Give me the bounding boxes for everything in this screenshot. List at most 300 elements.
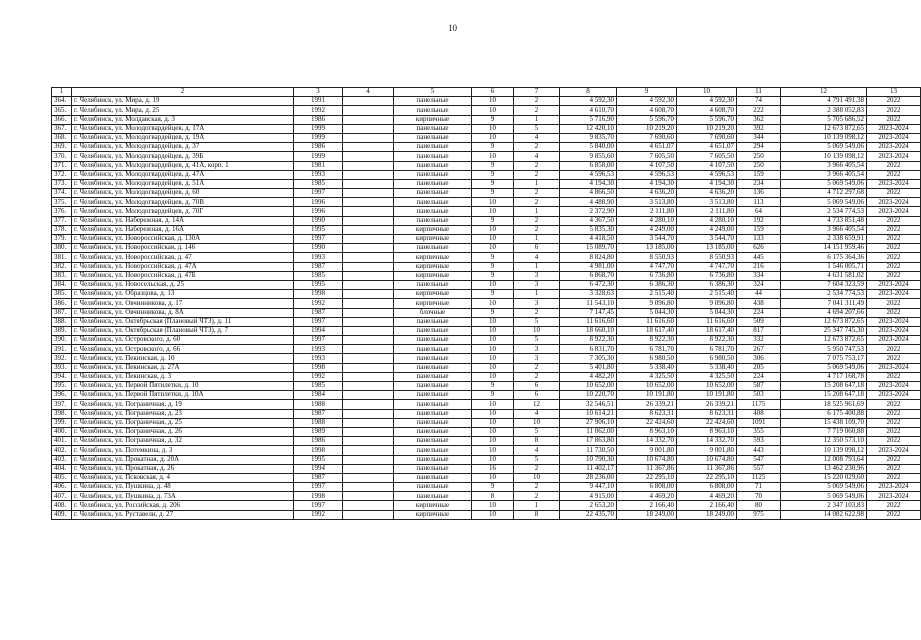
- term-cell: 2023-2024: [867, 143, 921, 152]
- cost-cell: 14 082 622,98: [781, 510, 867, 519]
- entrances-cell: 4: [514, 446, 560, 455]
- cost-cell: 2 534 774,53: [781, 290, 867, 299]
- residents-cell: 224: [737, 308, 781, 317]
- area-cell: 4 107,50: [677, 161, 737, 170]
- term-cell: 2022: [867, 189, 921, 198]
- entrances-cell: 4: [514, 133, 560, 142]
- wall-material-cell: панельные: [394, 161, 472, 170]
- area-cell: 8 963,10: [617, 427, 677, 436]
- year-cell: [343, 400, 394, 409]
- address-cell: г. Челябинск, ул. Молодогвардейцев, д. 60: [72, 189, 294, 198]
- cost-cell: 5 069 549,06: [781, 483, 867, 492]
- entrances-cell: 2: [514, 198, 560, 207]
- total-area-cell: 2 653,20: [560, 501, 617, 510]
- area-cell: 10 674,80: [677, 455, 737, 464]
- wall-material-cell: панельные: [394, 326, 472, 335]
- term-cell: 2022: [867, 308, 921, 317]
- entrances-cell: 2: [514, 492, 560, 501]
- residents-cell: 70: [737, 492, 781, 501]
- column-number: 1: [52, 88, 72, 97]
- entrances-cell: 4: [514, 253, 560, 262]
- area-cell: 4 596,53: [677, 170, 737, 179]
- cost-cell: 5 069 549,06: [781, 198, 867, 207]
- year-built-cell: 1991: [294, 97, 343, 106]
- area-cell: 8 550,93: [617, 253, 677, 262]
- year-built-cell: 1992: [294, 106, 343, 115]
- area-cell: 7 690,60: [617, 133, 677, 142]
- area-cell: 18 249,00: [677, 510, 737, 519]
- entrances-cell: 3: [514, 345, 560, 354]
- area-cell: 4 280,10: [677, 216, 737, 225]
- term-cell: 2022: [867, 271, 921, 280]
- year-cell: [343, 473, 394, 482]
- year-built-cell: 1986: [294, 437, 343, 446]
- wall-material-cell: кирпичные: [394, 235, 472, 244]
- term-cell: 2022: [867, 473, 921, 482]
- wall-material-cell: панельные: [394, 464, 472, 473]
- residents-cell: 113: [737, 198, 781, 207]
- table-row: [52, 207, 921, 216]
- total-area-cell: 17 863,80: [560, 437, 617, 446]
- cost-cell: 5 069 549,06: [781, 143, 867, 152]
- cost-cell: 12 673 872,65: [781, 317, 867, 326]
- year-cell: [343, 492, 394, 501]
- year-cell: [343, 133, 394, 142]
- total-area-cell: 11 730,50: [560, 446, 617, 455]
- area-cell: 4 325,50: [617, 372, 677, 381]
- residents-cell: 324: [737, 280, 781, 289]
- cost-cell: 7 604 323,59: [781, 280, 867, 289]
- year-cell: [343, 409, 394, 418]
- total-area-cell: 6 868,70: [560, 271, 617, 280]
- total-area-cell: 9 447,10: [560, 483, 617, 492]
- term-cell: 2022: [867, 372, 921, 381]
- cost-cell: 4 712 297,68: [781, 189, 867, 198]
- column-number: 9: [617, 88, 677, 97]
- total-area-cell: 4 596,53: [560, 170, 617, 179]
- wall-material-cell: панельные: [394, 189, 472, 198]
- area-cell: 8 963,10: [677, 427, 737, 436]
- row-number-cell: 376.: [52, 207, 72, 216]
- floors-cell: 10: [472, 372, 514, 381]
- entrances-cell: 2: [514, 225, 560, 234]
- residents-cell: 44: [737, 290, 781, 299]
- year-built-cell: 1997: [294, 336, 343, 345]
- floors-cell: 10: [472, 225, 514, 234]
- area-cell: 18 617,40: [617, 326, 677, 335]
- entrances-cell: 10: [514, 473, 560, 482]
- total-area-cell: 27 906,10: [560, 418, 617, 427]
- total-area-cell: 5 716,90: [560, 115, 617, 124]
- area-cell: 4 280,10: [617, 216, 677, 225]
- table-row: [52, 492, 921, 501]
- row-number-cell: 395.: [52, 382, 72, 391]
- floors-cell: 10: [472, 336, 514, 345]
- term-cell: 2023-2024: [867, 363, 921, 372]
- residents-cell: 267: [737, 345, 781, 354]
- floors-cell: 9: [472, 170, 514, 179]
- year-cell: [343, 483, 394, 492]
- total-area-cell: 10 790,30: [560, 455, 617, 464]
- year-cell: [343, 290, 394, 299]
- area-cell: 4 469,20: [677, 492, 737, 501]
- row-number-cell: 391.: [52, 345, 72, 354]
- year-built-cell: 1995: [294, 225, 343, 234]
- column-number: 5: [394, 88, 472, 97]
- entrances-cell: 2: [514, 363, 560, 372]
- year-built-cell: 1999: [294, 124, 343, 133]
- term-cell: 2022: [867, 106, 921, 115]
- residents-cell: 443: [737, 446, 781, 455]
- area-cell: 6 808,00: [677, 483, 737, 492]
- floors-cell: 10: [472, 363, 514, 372]
- area-cell: 22 295,10: [617, 473, 677, 482]
- residents-cell: 192: [737, 216, 781, 225]
- area-cell: 5 044,30: [617, 308, 677, 317]
- term-cell: 2022: [867, 262, 921, 271]
- year-cell: [343, 124, 394, 133]
- year-built-cell: 1997: [294, 483, 343, 492]
- entrances-cell: 2: [514, 161, 560, 170]
- residents-cell: 817: [737, 326, 781, 335]
- table-body: [52, 97, 921, 520]
- total-area-cell: 4 592,30: [560, 97, 617, 106]
- address-cell: г. Челябинск, ул. Псковская, д. 4: [72, 473, 294, 482]
- total-area-cell: 10 220,70: [560, 391, 617, 400]
- area-cell: 4 194,30: [617, 179, 677, 188]
- year-built-cell: 1998: [294, 363, 343, 372]
- wall-material-cell: панельные: [394, 152, 472, 161]
- year-cell: [343, 299, 394, 308]
- year-built-cell: 1998: [294, 290, 343, 299]
- wall-material-cell: панельные: [394, 427, 472, 436]
- area-cell: 14 332,70: [617, 437, 677, 446]
- area-cell: 6 386,30: [677, 280, 737, 289]
- row-number-cell: 374.: [52, 189, 72, 198]
- entrances-cell: 2: [514, 189, 560, 198]
- entrances-cell: 5: [514, 336, 560, 345]
- area-cell: 6 781,70: [617, 345, 677, 354]
- table-row: [52, 97, 921, 106]
- total-area-cell: 4 866,50: [560, 189, 617, 198]
- area-cell: 22 295,10: [677, 473, 737, 482]
- row-number-cell: 371.: [52, 161, 72, 170]
- term-cell: 2022: [867, 161, 921, 170]
- year-built-cell: 1985: [294, 271, 343, 280]
- entrances-cell: 8: [514, 437, 560, 446]
- term-cell: 2022: [867, 418, 921, 427]
- table-row: [52, 510, 921, 519]
- cost-cell: 15 220 029,60: [781, 473, 867, 482]
- area-cell: 10 191,80: [677, 391, 737, 400]
- entrances-cell: 8: [514, 510, 560, 519]
- term-cell: 2023-2024: [867, 290, 921, 299]
- term-cell: 2022: [867, 455, 921, 464]
- total-area-cell: 18 660,10: [560, 326, 617, 335]
- wall-material-cell: кирпичные: [394, 510, 472, 519]
- year-cell: [343, 363, 394, 372]
- term-cell: 2022: [867, 400, 921, 409]
- floors-cell: 9: [472, 391, 514, 400]
- wall-material-cell: панельные: [394, 391, 472, 400]
- area-cell: 11 367,86: [617, 464, 677, 473]
- wall-material-cell: панельные: [394, 483, 472, 492]
- year-built-cell: 1998: [294, 446, 343, 455]
- cost-cell: 6 175 400,88: [781, 409, 867, 418]
- wall-material-cell: кирпичные: [394, 115, 472, 124]
- wall-material-cell: панельные: [394, 363, 472, 372]
- total-area-cell: 10 614,21: [560, 409, 617, 418]
- row-number-cell: 384.: [52, 280, 72, 289]
- floors-cell: 10: [472, 97, 514, 106]
- wall-material-cell: панельные: [394, 409, 472, 418]
- cost-cell: 2 534 774,53: [781, 207, 867, 216]
- area-cell: 22 424,60: [617, 418, 677, 427]
- address-cell: г. Челябинск, ул. Новороссийская, д. 47А: [72, 262, 294, 271]
- table-row: [52, 225, 921, 234]
- area-cell: 7 605,50: [617, 152, 677, 161]
- year-built-cell: 1993: [294, 253, 343, 262]
- table-row: [52, 473, 921, 482]
- residents-cell: 80: [737, 501, 781, 510]
- year-built-cell: 1993: [294, 345, 343, 354]
- table-row: [52, 427, 921, 436]
- cost-cell: 25 347 745,30: [781, 326, 867, 335]
- cost-cell: 7 075 753,17: [781, 354, 867, 363]
- address-cell: г. Челябинск, ул. Первой Пятилетки, д. 10А: [72, 391, 294, 400]
- row-number-cell: 379.: [52, 235, 72, 244]
- cost-cell: 4 631 581,02: [781, 271, 867, 280]
- address-cell: г. Челябинск, ул. Пограничная, д. 32: [72, 437, 294, 446]
- floors-cell: 10: [472, 152, 514, 161]
- row-number-cell: 396.: [52, 391, 72, 400]
- cost-cell: 7 719 060,88: [781, 427, 867, 436]
- address-cell: г. Челябинск, ул. Островского, д. 66: [72, 345, 294, 354]
- floors-cell: 8: [472, 492, 514, 501]
- year-cell: [343, 235, 394, 244]
- total-area-cell: 5 401,80: [560, 363, 617, 372]
- wall-material-cell: кирпичные: [394, 299, 472, 308]
- area-cell: 2 515,40: [677, 290, 737, 299]
- table-row: [52, 336, 921, 345]
- address-cell: г. Челябинск, ул. Прокатная, д. 26: [72, 464, 294, 473]
- address-cell: г. Челябинск, ул. Новороссийская, д. 47Б: [72, 271, 294, 280]
- wall-material-cell: панельные: [394, 492, 472, 501]
- entrances-cell: 6: [514, 244, 560, 253]
- residents-cell: 587: [737, 382, 781, 391]
- entrances-cell: 2: [514, 106, 560, 115]
- residents-cell: 975: [737, 510, 781, 519]
- wall-material-cell: панельные: [394, 143, 472, 152]
- residents-cell: 250: [737, 161, 781, 170]
- floors-cell: 10: [472, 317, 514, 326]
- wall-material-cell: панельные: [394, 216, 472, 225]
- entrances-cell: 1: [514, 262, 560, 271]
- residents-cell: 159: [737, 170, 781, 179]
- table-row: [52, 271, 921, 280]
- year-cell: [343, 418, 394, 427]
- floors-cell: 10: [472, 235, 514, 244]
- row-number-cell: 385.: [52, 290, 72, 299]
- row-number-cell: 387.: [52, 308, 72, 317]
- total-area-cell: 7 147,45: [560, 308, 617, 317]
- residents-cell: 306: [737, 354, 781, 363]
- floors-cell: 9: [472, 262, 514, 271]
- area-cell: 10 674,80: [617, 455, 677, 464]
- year-built-cell: 1981: [294, 161, 343, 170]
- residents-cell: 71: [737, 483, 781, 492]
- row-number-cell: 382.: [52, 262, 72, 271]
- term-cell: 2023-2024: [867, 152, 921, 161]
- entrances-cell: 12: [514, 400, 560, 409]
- table-row: [52, 170, 921, 179]
- area-cell: 9 096,80: [617, 299, 677, 308]
- term-cell: 2022: [867, 170, 921, 179]
- year-built-cell: 1996: [294, 198, 343, 207]
- total-area-cell: 4 194,30: [560, 179, 617, 188]
- year-cell: [343, 326, 394, 335]
- year-cell: [343, 253, 394, 262]
- wall-material-cell: кирпичные: [394, 262, 472, 271]
- year-built-cell: 1995: [294, 280, 343, 289]
- term-cell: 2022: [867, 501, 921, 510]
- cost-cell: 13 462 230,96: [781, 464, 867, 473]
- area-cell: 4 249,00: [677, 225, 737, 234]
- entrances-cell: 2: [514, 372, 560, 381]
- address-cell: г. Челябинск, ул. Молодогвардейцев, д. 37: [72, 143, 294, 152]
- entrances-cell: 5: [514, 317, 560, 326]
- address-cell: г. Челябинск, ул. Пограничная, д. 23: [72, 409, 294, 418]
- year-cell: [343, 143, 394, 152]
- row-number-cell: 383.: [52, 271, 72, 280]
- total-area-cell: 6 472,30: [560, 280, 617, 289]
- residents-cell: 1125: [737, 473, 781, 482]
- area-cell: 10 652,00: [617, 382, 677, 391]
- table-row: [52, 299, 921, 308]
- row-number-cell: 380.: [52, 244, 72, 253]
- row-number-cell: 397.: [52, 400, 72, 409]
- cost-cell: 14 151 959,46: [781, 244, 867, 253]
- residents-cell: 547: [737, 455, 781, 464]
- floors-cell: 10: [472, 446, 514, 455]
- area-cell: 14 332,70: [677, 437, 737, 446]
- wall-material-cell: кирпичные: [394, 225, 472, 234]
- year-cell: [343, 161, 394, 170]
- term-cell: 2022: [867, 409, 921, 418]
- year-built-cell: 1990: [294, 244, 343, 253]
- wall-material-cell: кирпичные: [394, 290, 472, 299]
- address-cell: г. Челябинск, ул. Пекинская, д. 10: [72, 354, 294, 363]
- entrances-cell: 5: [514, 455, 560, 464]
- cost-cell: 18 525 961,69: [781, 400, 867, 409]
- cost-cell: 15 438 109,70: [781, 418, 867, 427]
- residents-cell: 133: [737, 235, 781, 244]
- row-number-cell: 377.: [52, 216, 72, 225]
- table-row: [52, 244, 921, 253]
- area-cell: 8 550,93: [677, 253, 737, 262]
- area-cell: 4 249,00: [617, 225, 677, 234]
- address-cell: г. Челябинск, ул. Новороссийская, д. 130А: [72, 235, 294, 244]
- residents-cell: 1091: [737, 418, 781, 427]
- term-cell: 2023-2024: [867, 207, 921, 216]
- table-row: [52, 290, 921, 299]
- area-cell: 6 808,00: [617, 483, 677, 492]
- wall-material-cell: панельные: [394, 437, 472, 446]
- total-area-cell: 10 652,00: [560, 382, 617, 391]
- area-cell: 6 736,80: [677, 271, 737, 280]
- year-cell: [343, 280, 394, 289]
- table-row: [52, 400, 921, 409]
- floors-cell: 10: [472, 437, 514, 446]
- wall-material-cell: панельные: [394, 354, 472, 363]
- area-cell: 6 980,50: [617, 354, 677, 363]
- year-built-cell: 1985: [294, 179, 343, 188]
- term-cell: 2023-2024: [867, 198, 921, 207]
- year-cell: [343, 115, 394, 124]
- total-area-cell: 8 824,80: [560, 253, 617, 262]
- area-cell: 4 636,20: [677, 189, 737, 198]
- residents-cell: 509: [737, 317, 781, 326]
- area-cell: 26 339,21: [617, 400, 677, 409]
- address-cell: г. Челябинск, ул. Руставели, д. 27: [72, 510, 294, 519]
- year-cell: [343, 354, 394, 363]
- cost-cell: 4 717 168,78: [781, 372, 867, 381]
- area-cell: 11 616,60: [617, 317, 677, 326]
- total-area-cell: 15 089,70: [560, 244, 617, 253]
- entrances-cell: 10: [514, 326, 560, 335]
- residents-cell: 74: [737, 97, 781, 106]
- row-number-cell: 372.: [52, 170, 72, 179]
- entrances-cell: 1: [514, 115, 560, 124]
- cost-cell: 4 733 851,48: [781, 216, 867, 225]
- address-cell: г. Челябинск, ул. Мира, д. 25: [72, 106, 294, 115]
- row-number-cell: 405.: [52, 473, 72, 482]
- address-cell: г. Челябинск, ул. Первой Пятилетки, д. 10: [72, 382, 294, 391]
- row-number-cell: 402.: [52, 446, 72, 455]
- residents-cell: 205: [737, 363, 781, 372]
- year-built-cell: 1986: [294, 115, 343, 124]
- area-cell: 6 980,50: [677, 354, 737, 363]
- entrances-cell: 5: [514, 124, 560, 133]
- term-cell: 2022: [867, 115, 921, 124]
- table-row: [52, 189, 921, 198]
- address-cell: г. Челябинск, ул. Новороссийская, д. 146: [72, 244, 294, 253]
- row-number-cell: 365.: [52, 106, 72, 115]
- floors-cell: 9: [472, 189, 514, 198]
- area-cell: 5 044,30: [677, 308, 737, 317]
- wall-material-cell: кирпичные: [394, 501, 472, 510]
- table-row: [52, 464, 921, 473]
- table-row: [52, 235, 921, 244]
- column-number: 8: [560, 88, 617, 97]
- area-cell: 6 386,30: [617, 280, 677, 289]
- address-cell: г. Челябинск, ул. Прокатная, д. 20А: [72, 455, 294, 464]
- entrances-cell: 1: [514, 501, 560, 510]
- address-cell: г. Челябинск, ул. Мира, д. 19: [72, 97, 294, 106]
- year-cell: [343, 207, 394, 216]
- residents-cell: 64: [737, 207, 781, 216]
- total-area-cell: 3 328,63: [560, 290, 617, 299]
- address-cell: г. Челябинск, ул. Овчинникова, д. 17: [72, 299, 294, 308]
- wall-material-cell: панельные: [394, 97, 472, 106]
- floors-cell: 9: [472, 483, 514, 492]
- wall-material-cell: панельные: [394, 244, 472, 253]
- year-cell: [343, 170, 394, 179]
- wall-material-cell: панельные: [394, 207, 472, 216]
- address-cell: г. Челябинск, ул. Пограничная, д. 25: [72, 418, 294, 427]
- cost-cell: 6 175 364,36: [781, 253, 867, 262]
- row-number-cell: 368.: [52, 133, 72, 142]
